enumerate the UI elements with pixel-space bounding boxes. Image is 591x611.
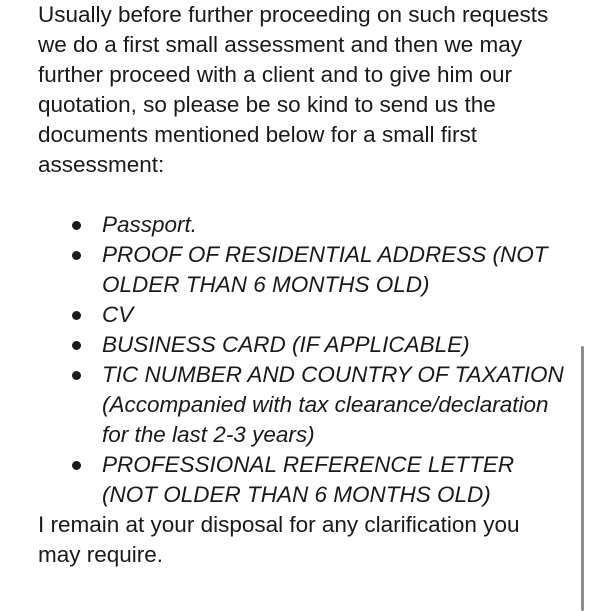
intro-paragraph: Usually before further proceeding on such requests we do a first small assessment and then we may further proceed with a client and to give him our quotation, so please be so kind to send us the documents mentioned below for a small first assessment:: [38, 2, 549, 177]
document-label: TIC NUMBER AND COUNTRY OF TAXATION (Accompanied with tax clearance/declaration for the last 2-3 years): [102, 362, 564, 447]
document-label: PROFESSIONAL REFERENCE LETTER (NOT OLDER THAN 6 MONTHS OLD): [102, 452, 515, 507]
document-label: CV: [102, 302, 134, 327]
list-item: [102, 330, 568, 360]
vertical-scrollbar[interactable]: [581, 346, 584, 611]
list-item: [102, 210, 568, 240]
bullet-icon: [72, 221, 81, 230]
document-label: PROOF OF RESIDENTIAL ADDRESS (NOT OLDER THAN 6 MONTHS OLD): [102, 242, 548, 297]
closing-paragraph: I remain at your disposal for any clarification you may require.: [38, 512, 520, 567]
list-item: [102, 240, 568, 300]
list-item: [102, 360, 568, 450]
bullet-icon: [72, 341, 81, 350]
bullet-icon: [72, 371, 81, 380]
bullet-icon: [72, 251, 81, 260]
document-label: BUSINESS CARD (IF APPLICABLE): [102, 332, 470, 357]
list-item: [102, 300, 568, 330]
list-item: [102, 450, 568, 510]
bullet-icon: [72, 311, 81, 320]
document-label: Passport.: [102, 212, 198, 237]
message-body: [38, 0, 568, 570]
required-documents-list: [38, 210, 568, 510]
bullet-icon: [72, 461, 81, 470]
